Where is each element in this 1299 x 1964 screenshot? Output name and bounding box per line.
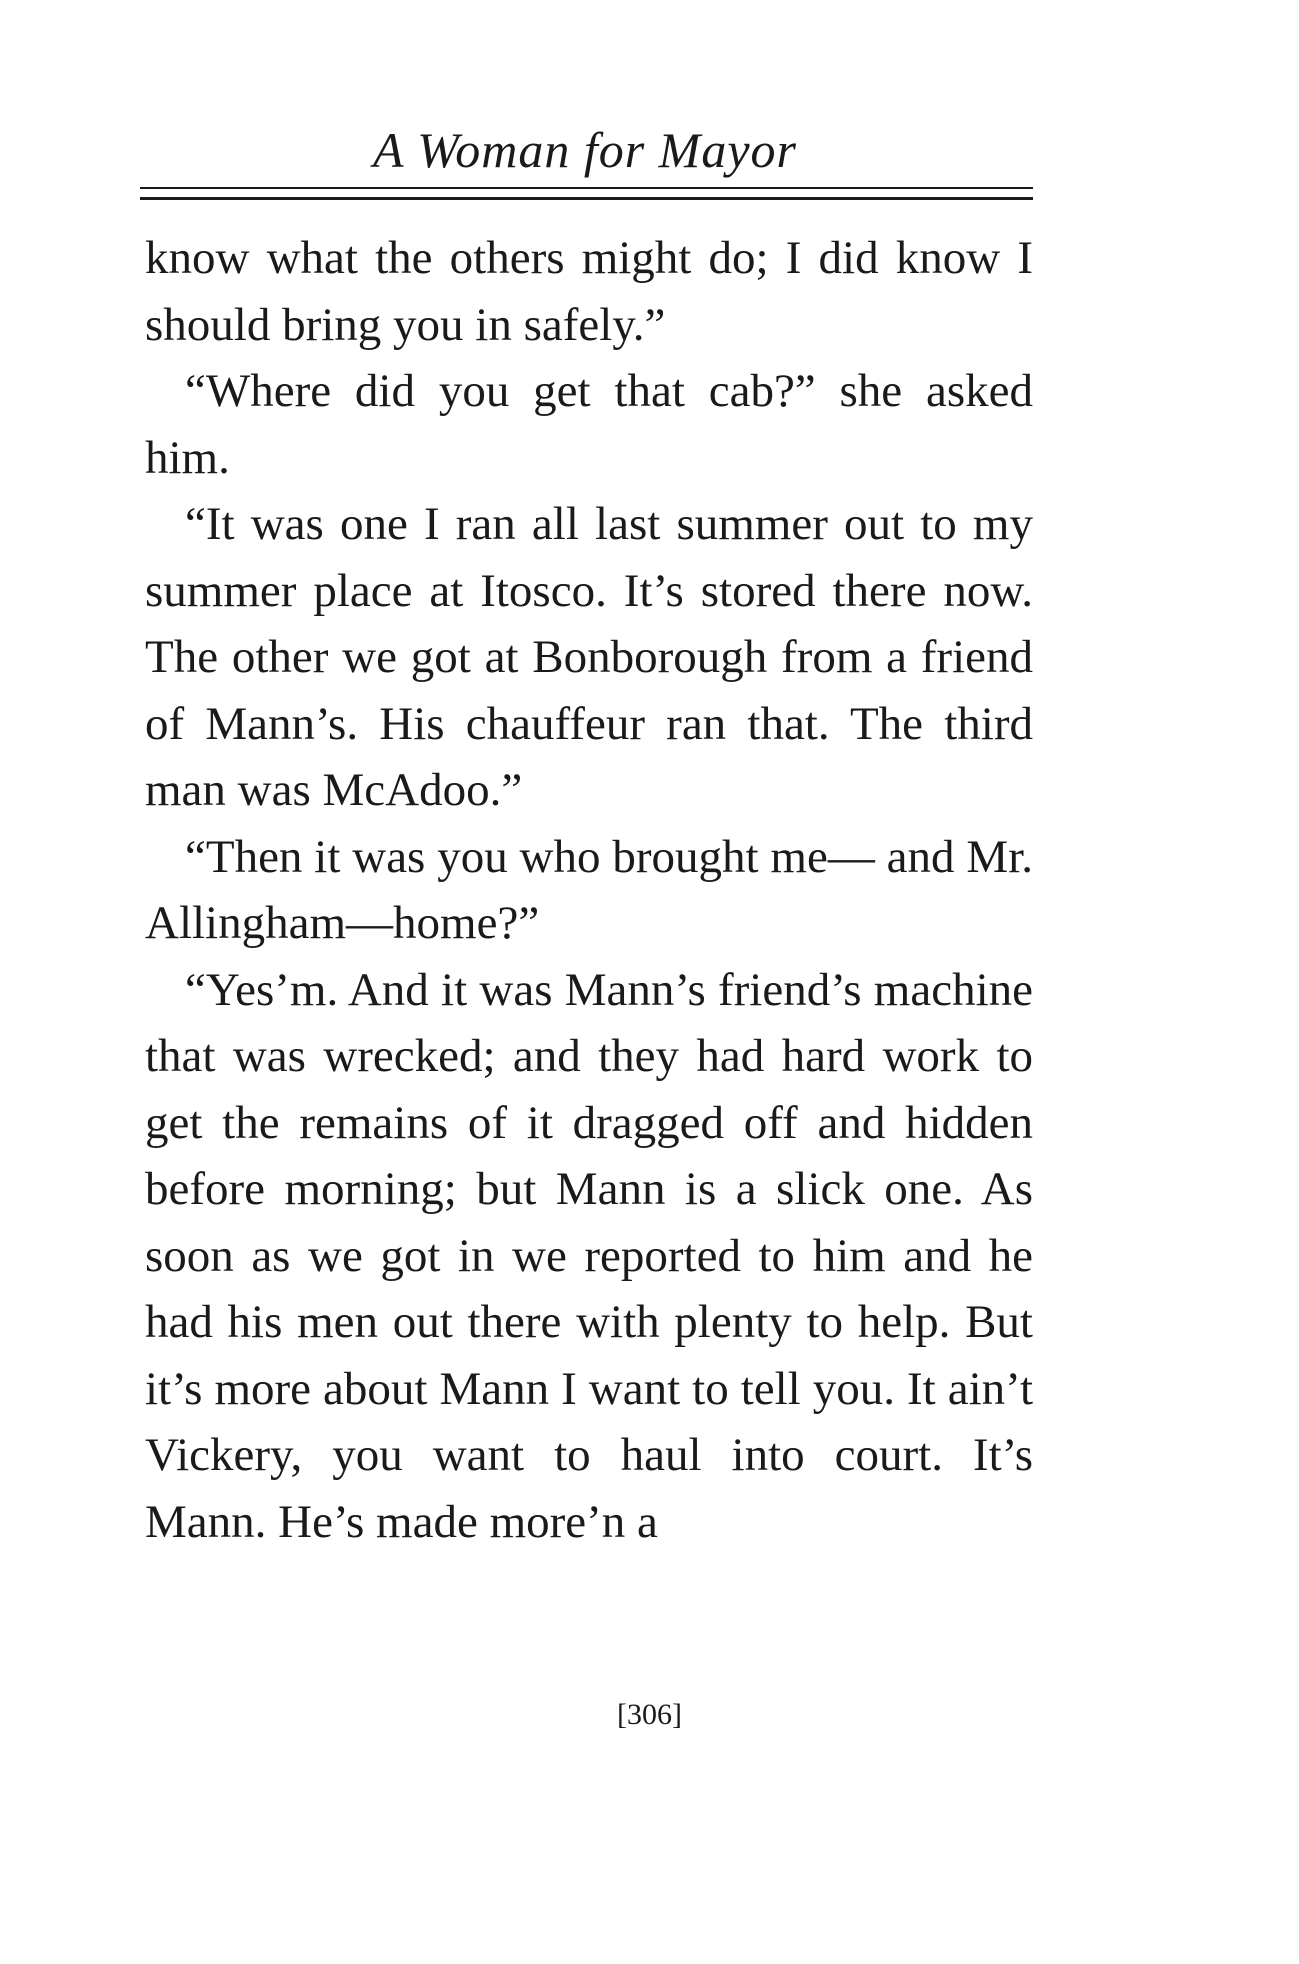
paragraph: “Then it was you who brought me— and Mr. Allingham—home?” bbox=[145, 830, 1033, 949]
page-number: [306] bbox=[617, 1698, 682, 1731]
running-title: A Woman for Mayor bbox=[373, 122, 797, 178]
paragraph: know what the others might do; I did know I should bring you in safely.” bbox=[145, 232, 1033, 351]
header-rule-thick bbox=[140, 197, 1033, 200]
body-text bbox=[145, 225, 1033, 1555]
paragraph: “Where did you get that cab?” she asked him. bbox=[145, 365, 1033, 484]
header-rule-thin bbox=[140, 187, 1033, 189]
paragraph: “It was one I ran all last summer out to my summer place at Itosco. It’s stored there now. The other we got at Bonborough from a friend of Mann’s. His chauffeur ran that. The third man was McAdoo.” bbox=[145, 498, 1033, 816]
paragraph: “Yes’m. And it was Mann’s friend’s machine that was wrecked; and they had hard work to get the remains of it dragged off and hidden before morning; but Mann is a slick one. As soon as we got in we reported to him and he had his men out there with plenty to help. But it’s more about Mann I want to tell you. It ain’t Vickery, you want to haul into court. It’s Mann. He’s made more’n a bbox=[145, 963, 1033, 1548]
